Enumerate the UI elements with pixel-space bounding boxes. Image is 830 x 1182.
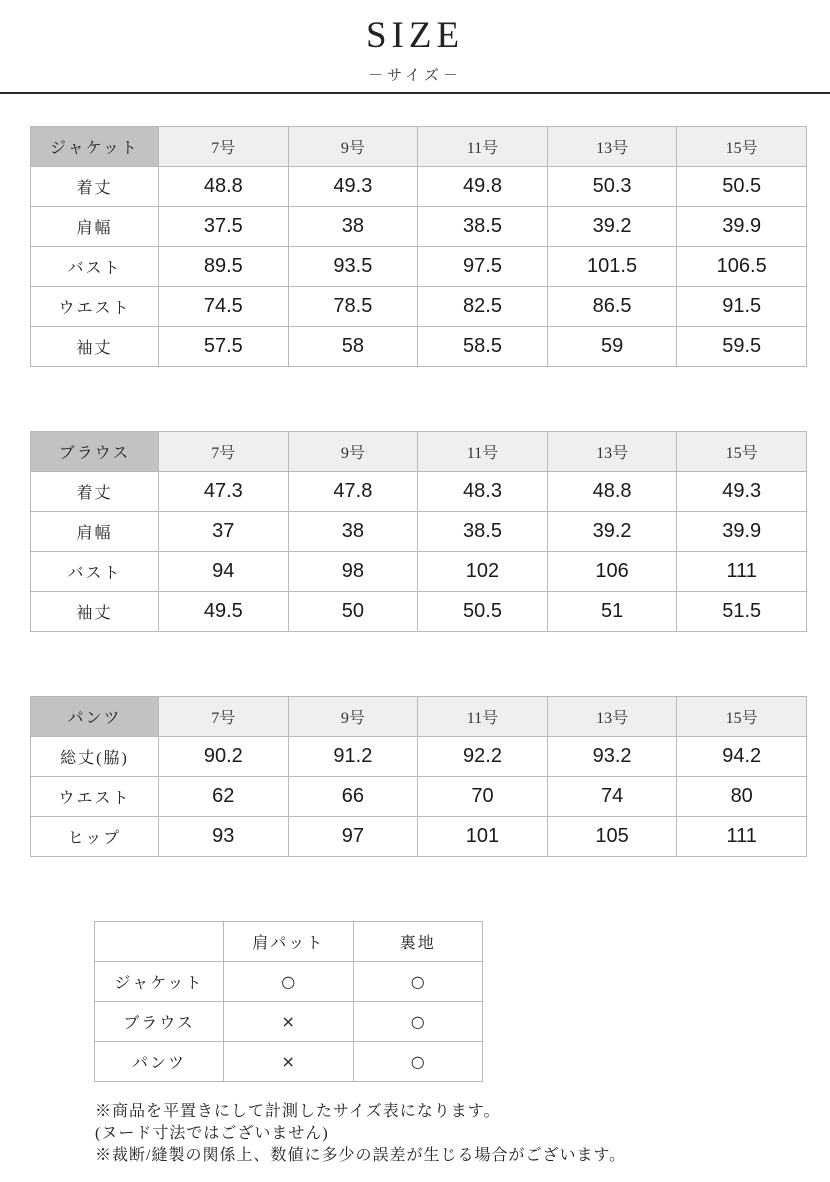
- row-label: 着丈: [31, 167, 159, 207]
- table-cell: 94.2: [677, 737, 807, 777]
- row-label: 袖丈: [31, 327, 159, 367]
- table-header-row: [31, 127, 807, 167]
- header-divider: [0, 92, 830, 94]
- row-label: バスト: [31, 552, 159, 592]
- size-header: 11号: [418, 127, 548, 167]
- table-row: [31, 207, 807, 247]
- feature-header: 裏地: [353, 922, 483, 962]
- table-cell: 111: [677, 552, 807, 592]
- table-cell: 74.5: [159, 287, 289, 327]
- table-row: [31, 552, 807, 592]
- row-label: 袖丈: [31, 592, 159, 632]
- table-cell: 93: [159, 817, 289, 857]
- size-header: 13号: [547, 697, 677, 737]
- table-cell: 91.2: [288, 737, 418, 777]
- table-cell: 57.5: [159, 327, 289, 367]
- row-label: ヒップ: [31, 817, 159, 857]
- measurement-notes: [95, 1101, 795, 1167]
- table-cell: 48.8: [159, 167, 289, 207]
- table-cell: 86.5: [547, 287, 677, 327]
- page-title: SIZE: [365, 15, 465, 56]
- table-cell: 50: [288, 592, 418, 632]
- row-label: 着丈: [31, 472, 159, 512]
- row-label: ウエスト: [31, 777, 159, 817]
- table-row: [95, 1042, 483, 1082]
- pants-table-title: パンツ: [31, 697, 159, 737]
- table-cell: 94: [159, 552, 289, 592]
- size-header: 13号: [547, 127, 677, 167]
- table-cell: 39.2: [547, 207, 677, 247]
- table-cell: 90.2: [159, 737, 289, 777]
- table-cell: 59: [547, 327, 677, 367]
- row-label: バスト: [31, 247, 159, 287]
- table-cell: 49.8: [418, 167, 548, 207]
- table-cell: 51.5: [677, 592, 807, 632]
- table-cell: 49.3: [288, 167, 418, 207]
- size-header: 15号: [677, 432, 807, 472]
- table-header-row: [31, 697, 807, 737]
- table-cell: 92.2: [418, 737, 548, 777]
- row-label: 肩幅: [31, 207, 159, 247]
- table-cell: ×: [224, 1002, 354, 1042]
- size-header: 15号: [677, 697, 807, 737]
- features-table: [94, 921, 483, 1082]
- table-cell: 38: [288, 512, 418, 552]
- note-line: ※商品を平置きにして計測したサイズ表になります。: [95, 1103, 501, 1120]
- table-cell: 101.5: [547, 247, 677, 287]
- table-cell: 37: [159, 512, 289, 552]
- row-label: ブラウス: [95, 1002, 224, 1042]
- table-cell: 38.5: [418, 207, 548, 247]
- table-row: [95, 1002, 483, 1042]
- table-cell: 50.5: [418, 592, 548, 632]
- table-cell: 58.5: [418, 327, 548, 367]
- table-cell: 48.3: [418, 472, 548, 512]
- row-label: 総丈(脇): [31, 737, 159, 777]
- table-row: [95, 962, 483, 1002]
- table-cell: ○: [353, 1042, 483, 1082]
- table-cell: 106: [547, 552, 677, 592]
- table-cell: 89.5: [159, 247, 289, 287]
- size-header: 9号: [288, 432, 418, 472]
- table-cell: 47.3: [159, 472, 289, 512]
- table-cell: 70: [418, 777, 548, 817]
- row-label: 肩幅: [31, 512, 159, 552]
- table-cell: 47.8: [288, 472, 418, 512]
- jacket-size-table: [30, 126, 807, 367]
- row-label: ジャケット: [95, 962, 224, 1002]
- table-row: [31, 472, 807, 512]
- table-cell: 97: [288, 817, 418, 857]
- size-header: 9号: [288, 697, 418, 737]
- table-cell: 111: [677, 817, 807, 857]
- table-cell: 74: [547, 777, 677, 817]
- table-cell: 49.3: [677, 472, 807, 512]
- table-cell: 62: [159, 777, 289, 817]
- table-cell: 48.8: [547, 472, 677, 512]
- size-header: 7号: [159, 697, 289, 737]
- table-cell: 102: [418, 552, 548, 592]
- table-cell: ○: [353, 962, 483, 1002]
- size-header: 13号: [547, 432, 677, 472]
- size-header: 11号: [418, 432, 548, 472]
- table-cell: 49.5: [159, 592, 289, 632]
- table-row: [31, 167, 807, 207]
- note-line: ※裁断/縫製の関係上、数値に多少の誤差が生じる場合がございます。: [95, 1147, 627, 1164]
- table-row: [31, 247, 807, 287]
- table-cell: 59.5: [677, 327, 807, 367]
- table-cell: 105: [547, 817, 677, 857]
- table-cell: 93.2: [547, 737, 677, 777]
- table-cell: 39.2: [547, 512, 677, 552]
- table-row: [31, 512, 807, 552]
- table-cell: 97.5: [418, 247, 548, 287]
- table-cell: 58: [288, 327, 418, 367]
- table-cell: 93.5: [288, 247, 418, 287]
- table-header-row: [95, 922, 483, 962]
- table-cell: 66: [288, 777, 418, 817]
- jacket-table-title: ジャケット: [31, 127, 159, 167]
- page-subtitle: －サイズ－: [368, 68, 462, 84]
- table-row: [31, 327, 807, 367]
- row-label: パンツ: [95, 1042, 224, 1082]
- table-cell: 50.3: [547, 167, 677, 207]
- table-row: [31, 817, 807, 857]
- blouse-table-title: ブラウス: [31, 432, 159, 472]
- table-cell: 38.5: [418, 512, 548, 552]
- table-row: [31, 592, 807, 632]
- table-cell: ○: [224, 962, 354, 1002]
- table-cell: 39.9: [677, 512, 807, 552]
- table-cell: 51: [547, 592, 677, 632]
- table-cell: 80: [677, 777, 807, 817]
- table-cell: 101: [418, 817, 548, 857]
- table-cell: ○: [353, 1002, 483, 1042]
- table-cell: 38: [288, 207, 418, 247]
- size-header: 15号: [677, 127, 807, 167]
- table-cell: 50.5: [677, 167, 807, 207]
- blouse-size-table: [30, 431, 807, 632]
- table-cell: 82.5: [418, 287, 548, 327]
- pants-size-table: [30, 696, 807, 857]
- table-cell: ×: [224, 1042, 354, 1082]
- table-row: [31, 737, 807, 777]
- table-header-row: [31, 432, 807, 472]
- size-header: 7号: [159, 432, 289, 472]
- table-row: [31, 777, 807, 817]
- table-cell: 39.9: [677, 207, 807, 247]
- note-line: (ヌード寸法ではございません): [95, 1125, 329, 1142]
- table-row: [31, 287, 807, 327]
- size-header: 11号: [418, 697, 548, 737]
- table-cell: 91.5: [677, 287, 807, 327]
- feature-header: 肩パット: [224, 922, 354, 962]
- table-cell: 37.5: [159, 207, 289, 247]
- row-label: ウエスト: [31, 287, 159, 327]
- table-cell: 106.5: [677, 247, 807, 287]
- size-header: 9号: [288, 127, 418, 167]
- table-cell: 78.5: [288, 287, 418, 327]
- features-corner-cell: [95, 922, 224, 962]
- size-header: 7号: [159, 127, 289, 167]
- table-cell: 98: [288, 552, 418, 592]
